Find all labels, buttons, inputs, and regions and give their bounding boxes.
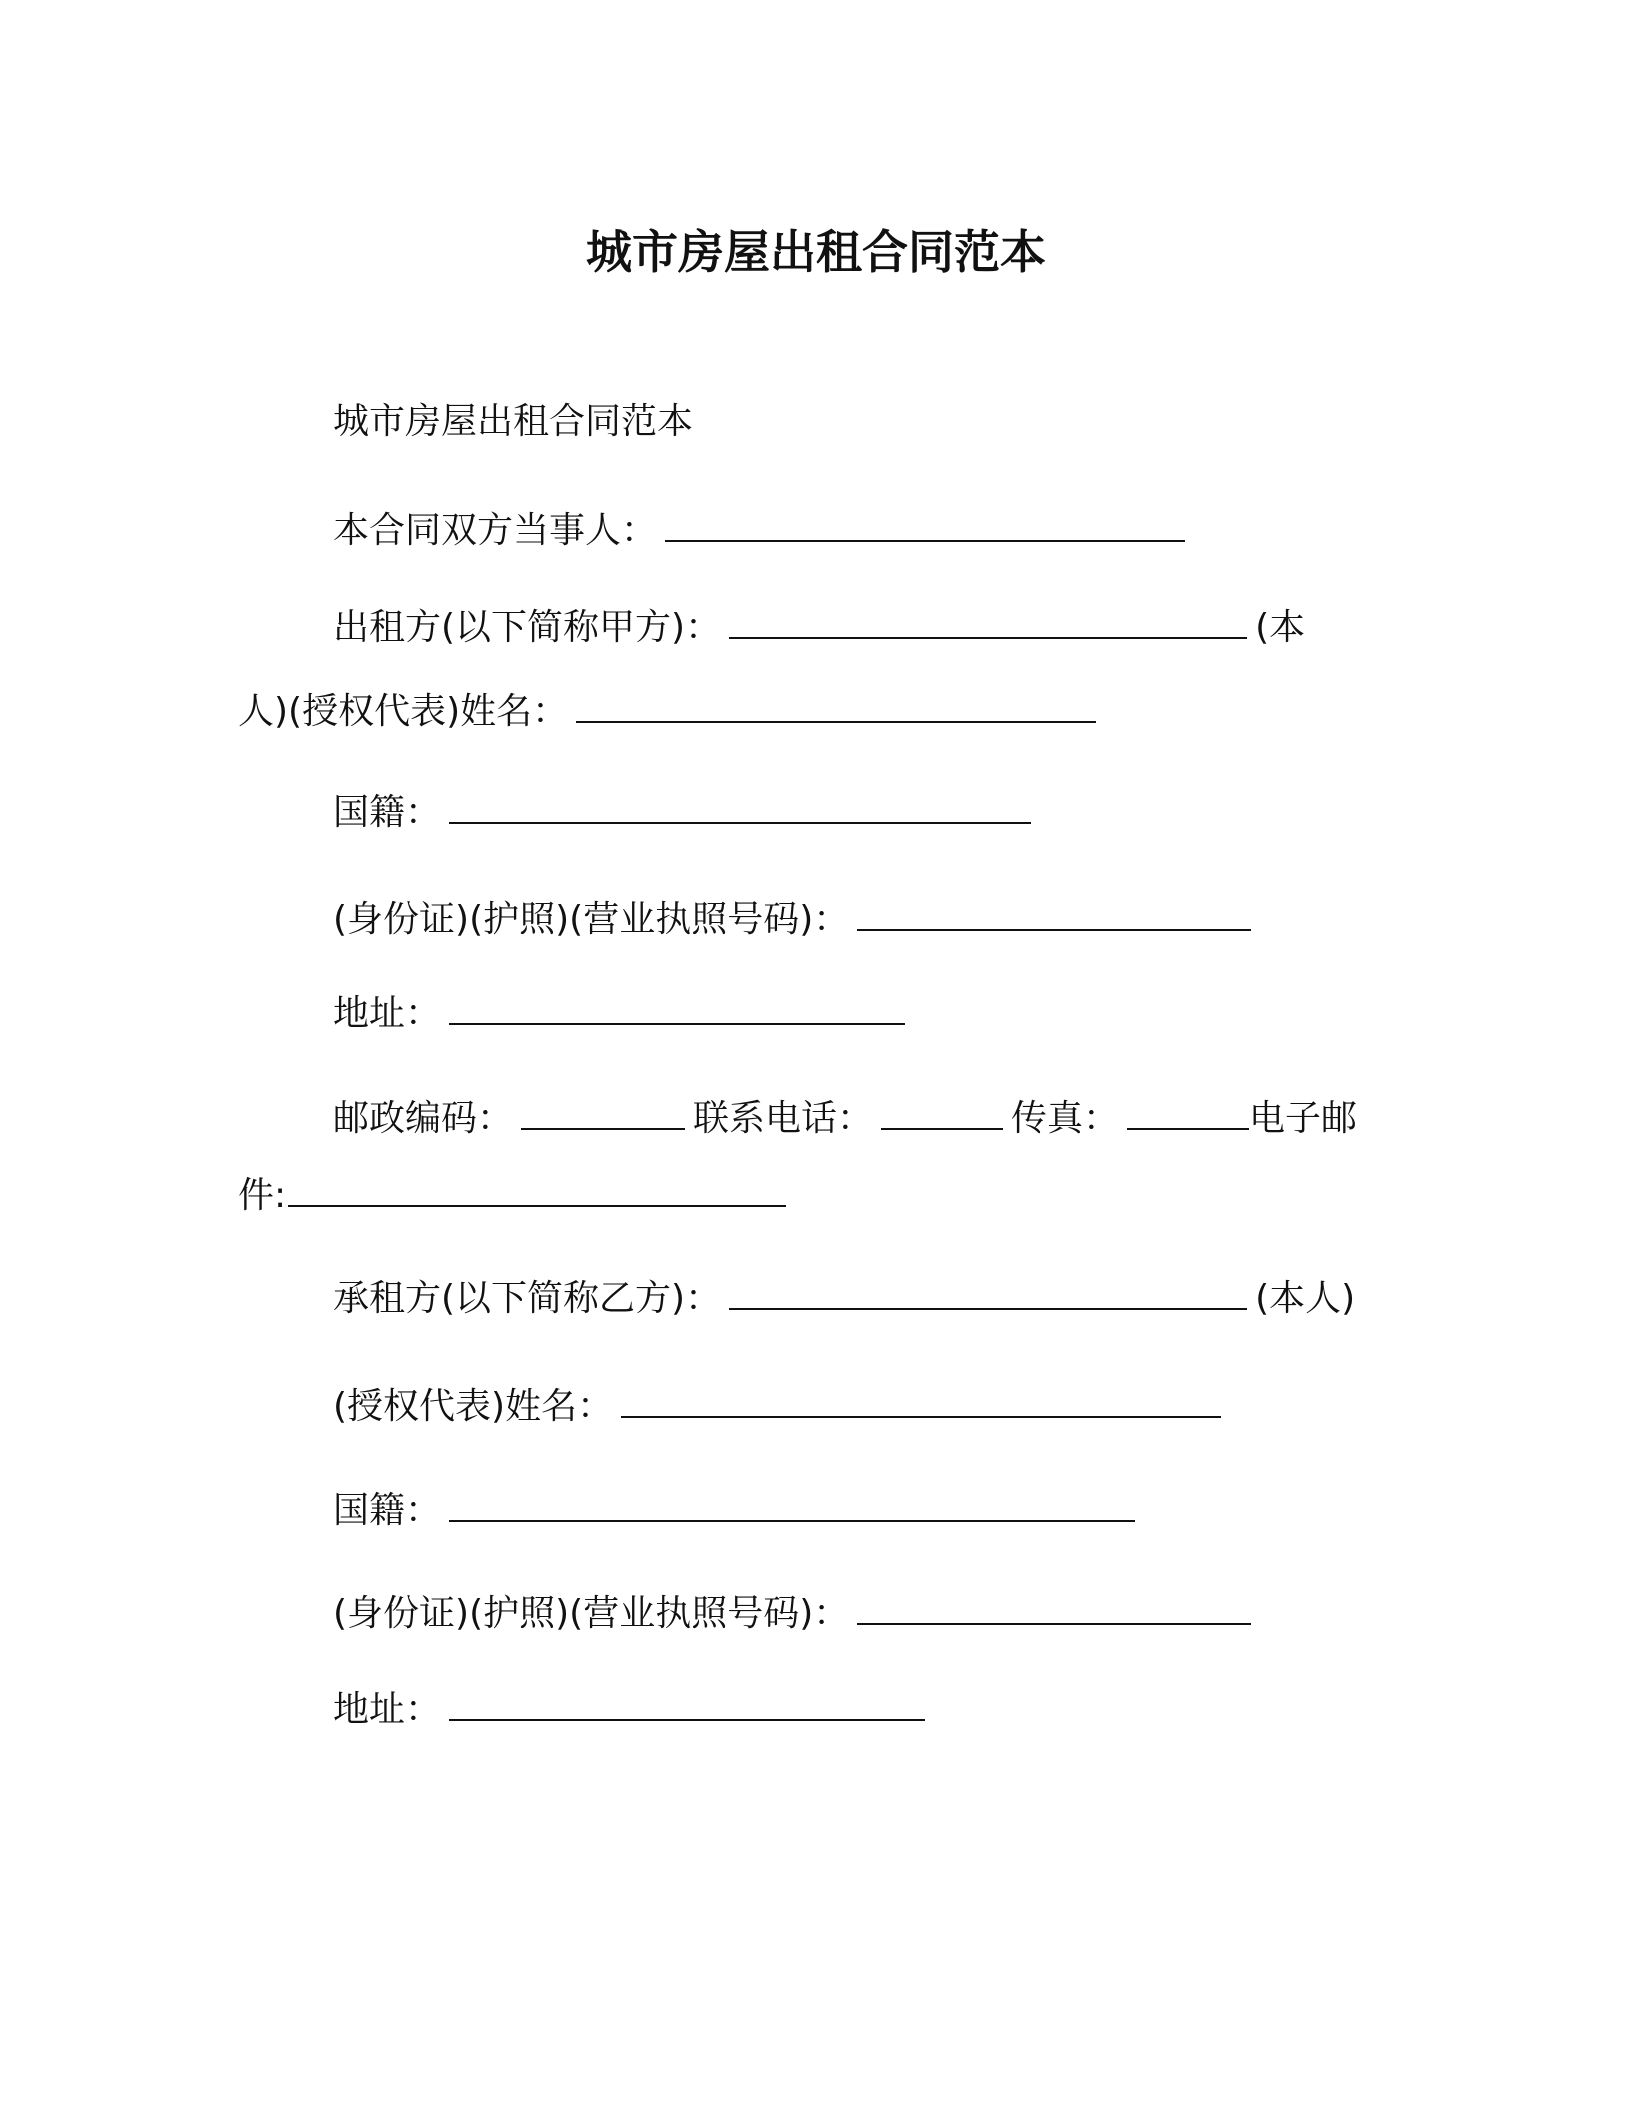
lessor-email-label-2: 件: bbox=[238, 1175, 287, 1216]
lessee-address-blank[interactable] bbox=[449, 1689, 925, 1721]
lessor-phone-blank[interactable] bbox=[881, 1098, 1003, 1130]
lessor-postal-blank[interactable] bbox=[521, 1098, 685, 1130]
parties-label: 本合同双方当事人： bbox=[333, 510, 658, 551]
lessor-name-blank[interactable] bbox=[576, 691, 1096, 723]
lessor-id-blank[interactable] bbox=[857, 899, 1251, 931]
lessor-blank[interactable] bbox=[729, 607, 1247, 639]
lessee-name-line bbox=[333, 1383, 1229, 1431]
lessor-email-blank[interactable] bbox=[288, 1175, 786, 1207]
lessee-id-line bbox=[333, 1590, 1259, 1638]
lessor-address-line bbox=[333, 990, 913, 1038]
lessor-nationality-line bbox=[333, 789, 1039, 837]
lessee-address-label: 地址： bbox=[333, 1689, 442, 1730]
lessor-phone-label: 联系电话： bbox=[693, 1098, 874, 1139]
lessee-nationality-label: 国籍： bbox=[333, 1490, 442, 1531]
lessor-nationality-blank[interactable] bbox=[449, 792, 1031, 824]
lessor-postal-label: 邮政编码： bbox=[333, 1098, 514, 1139]
lessor-name-label: 人)(授权代表)姓名： bbox=[238, 691, 569, 732]
lessee-nationality-line bbox=[333, 1487, 1143, 1535]
lessor-label: 出租方(以下简称甲方)： bbox=[333, 607, 722, 648]
lessee-label: 承租方(以下简称乙方)： bbox=[333, 1278, 722, 1319]
lessor-id-line bbox=[333, 896, 1259, 944]
lessor-line bbox=[333, 604, 1305, 652]
lessor-fax-blank[interactable] bbox=[1127, 1098, 1249, 1130]
lessor-nationality-label: 国籍： bbox=[333, 792, 442, 833]
lessee-suffix: (本人) bbox=[1255, 1278, 1356, 1319]
lessor-suffix: (本 bbox=[1255, 607, 1306, 648]
lessor-fax-label: 传真： bbox=[1011, 1098, 1120, 1139]
parties-line bbox=[333, 507, 1193, 555]
lessor-email-label-1: 电子邮 bbox=[1249, 1098, 1358, 1139]
lessor-name-line bbox=[238, 688, 1104, 736]
lessee-nationality-blank[interactable] bbox=[449, 1490, 1135, 1522]
lessor-address-blank[interactable] bbox=[449, 993, 905, 1025]
lessor-address-label: 地址： bbox=[333, 993, 442, 1034]
lessee-blank[interactable] bbox=[729, 1278, 1247, 1310]
document-subtitle: 城市房屋出租合同范本 bbox=[333, 401, 694, 442]
document-title: 城市房屋出租合同范本 bbox=[586, 225, 1046, 279]
lessor-contact-line bbox=[333, 1095, 1357, 1143]
lessee-id-blank[interactable] bbox=[857, 1593, 1251, 1625]
parties-blank[interactable] bbox=[665, 510, 1185, 542]
lessee-address-line bbox=[333, 1686, 933, 1734]
lessee-name-blank[interactable] bbox=[621, 1386, 1221, 1418]
lessor-email-line bbox=[238, 1172, 794, 1220]
lessee-id-label: (身份证)(护照)(营业执照号码)： bbox=[333, 1593, 850, 1634]
lessee-line bbox=[333, 1275, 1355, 1323]
lessee-name-label: (授权代表)姓名： bbox=[333, 1386, 614, 1427]
lessor-id-label: (身份证)(护照)(营业执照号码)： bbox=[333, 899, 850, 940]
